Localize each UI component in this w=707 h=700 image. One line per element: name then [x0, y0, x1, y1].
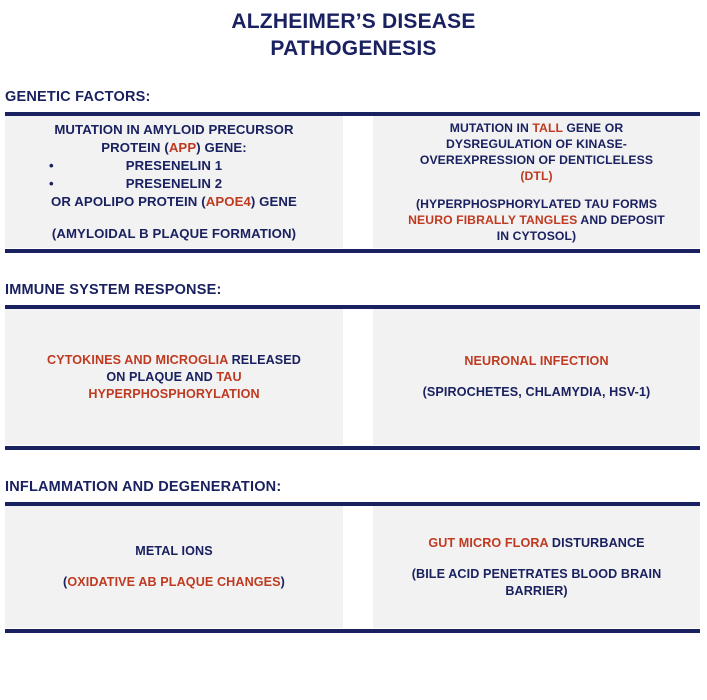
panel-immune-neuronal-infection	[373, 309, 700, 445]
section-heading-immune-system-response: IMMUNE SYSTEM RESPONSE:	[5, 282, 222, 298]
panel-row-genetic-factors	[0, 116, 707, 248]
highlight-cytokines-microglia: CYTOKINES AND MICROGLIA	[47, 352, 228, 367]
highlight-hyperphosphorylation: HYPERPHOSPHORYLATION	[88, 386, 260, 401]
bullet-item-presenelin-2	[17, 175, 331, 193]
page-title-line-2: PATHOGENESIS	[270, 37, 437, 60]
panel-inflammation-gut-microflora	[373, 506, 700, 628]
highlight-app: APP	[168, 140, 197, 155]
bullet-dot-icon: •	[49, 176, 54, 191]
text-line-tall-1b: GENE OR	[562, 121, 624, 135]
text-line-hyperphosphorylated: (HYPERPHOSPHORYLATED TAU FORMS	[415, 197, 658, 211]
text-line-mutation-app-1: MUTATION IN AMYLOID PRECURSOR	[54, 122, 294, 137]
highlight-tau: TAU	[216, 369, 242, 384]
bullet-item-presenelin-1	[17, 157, 331, 175]
highlight-tall: TALL	[532, 121, 563, 135]
bullet-dot-icon: •	[49, 158, 54, 173]
panel-row-immune-system-response	[0, 309, 707, 445]
text-line-overexpression: OVEREXPRESSION OF DENTICLELESS	[419, 153, 654, 167]
text-line-amyloidal-plaque: (AMYLOIDAL B PLAQUE FORMATION)	[51, 226, 297, 241]
text-line-tall-1a: MUTATION IN	[449, 121, 533, 135]
text-line-disturbance: DISTURBANCE	[548, 535, 645, 550]
section-inflammation-degeneration	[0, 478, 707, 633]
column-gutter	[343, 309, 373, 445]
bullet-label-presenelin-2: PRESENELIN 2	[125, 176, 223, 191]
panel-text-inflammation-metal-ions	[17, 543, 331, 591]
text-line-pathogens: (SPIROCHETES, CHLAMYDIA, HSV-1)	[422, 385, 651, 399]
bullet-label-presenelin-1: PRESENELIN 1	[125, 158, 223, 173]
panel-genetic-amyloid-precursor	[5, 116, 343, 248]
text-line-in-cytosol: IN CYTOSOL)	[496, 229, 577, 243]
text-line-released: RELEASED	[227, 352, 301, 367]
highlight-gut-micro-flora: GUT MICRO FLORA	[428, 535, 549, 550]
text-line-metal-ions: METAL IONS	[135, 544, 213, 558]
panel-text-immune-cytokines-microglia	[17, 352, 331, 403]
column-gutter	[343, 116, 373, 248]
highlight-dtl: (DTL)	[520, 169, 553, 183]
highlight-neuro-fibrally-tangles: NEURO FIBRALLY TANGLES	[408, 213, 578, 227]
highlight-apoe4: APOE4	[205, 194, 251, 209]
text-line-apolipo-b: ) GENE	[250, 194, 297, 209]
section-rule-bottom-inflammation-degeneration	[5, 628, 700, 633]
panel-row-inflammation-degeneration	[0, 506, 707, 628]
text-line-on-plaque-and: ON PLAQUE AND	[106, 369, 217, 384]
text-spacer	[387, 552, 686, 566]
text-spacer	[387, 184, 686, 196]
page-title-line-1: ALZHEIMER’S DISEASE	[231, 10, 476, 33]
panel-text-immune-neuronal-infection	[387, 353, 686, 401]
text-spacer	[387, 370, 686, 384]
page-title	[0, 0, 707, 62]
spacer-above-section-2	[0, 253, 707, 281]
text-line-mutation-app-2b: ) GENE:	[196, 140, 247, 155]
section-heading-inflammation-degeneration: INFLAMMATION AND DEGENERATION:	[5, 479, 282, 495]
text-line-apolipo-a: OR APOLIPO PROTEIN (	[51, 194, 206, 209]
highlight-neuronal-infection: NEURONAL INFECTION	[464, 354, 609, 368]
text-line-dysregulation: DYSREGULATION OF KINASE-	[446, 137, 627, 151]
column-gutter	[343, 506, 373, 628]
text-paren-close: )	[280, 575, 285, 589]
text-line-barrier: BARRIER)	[505, 583, 568, 598]
text-line-bile-acid: (BILE ACID PENETRATES BLOOD BRAIN	[411, 566, 662, 581]
panel-genetic-tall-dtl	[373, 116, 700, 248]
text-line-mutation-app-2a: PROTEIN (	[101, 140, 169, 155]
panel-text-genetic-amyloid-precursor	[17, 121, 331, 243]
text-spacer	[17, 211, 331, 225]
text-spacer	[17, 560, 331, 574]
highlight-oxidative-ab-plaque-changes: OXIDATIVE AB PLAQUE CHANGES	[67, 575, 281, 589]
spacer-above-section-3	[0, 450, 707, 478]
section-genetic-factors	[0, 88, 707, 253]
text-paren-open: (	[63, 575, 68, 589]
panel-text-inflammation-gut-microflora	[387, 535, 686, 600]
panel-text-genetic-tall-dtl	[387, 120, 686, 244]
panel-inflammation-metal-ions	[5, 506, 343, 628]
section-immune-system-response	[0, 281, 707, 450]
panel-immune-cytokines-microglia	[5, 309, 343, 445]
text-line-and-deposit: AND DEPOSIT	[577, 213, 665, 227]
spacer-above-section-1	[0, 62, 707, 88]
section-heading-genetic-factors: GENETIC FACTORS:	[5, 89, 151, 105]
